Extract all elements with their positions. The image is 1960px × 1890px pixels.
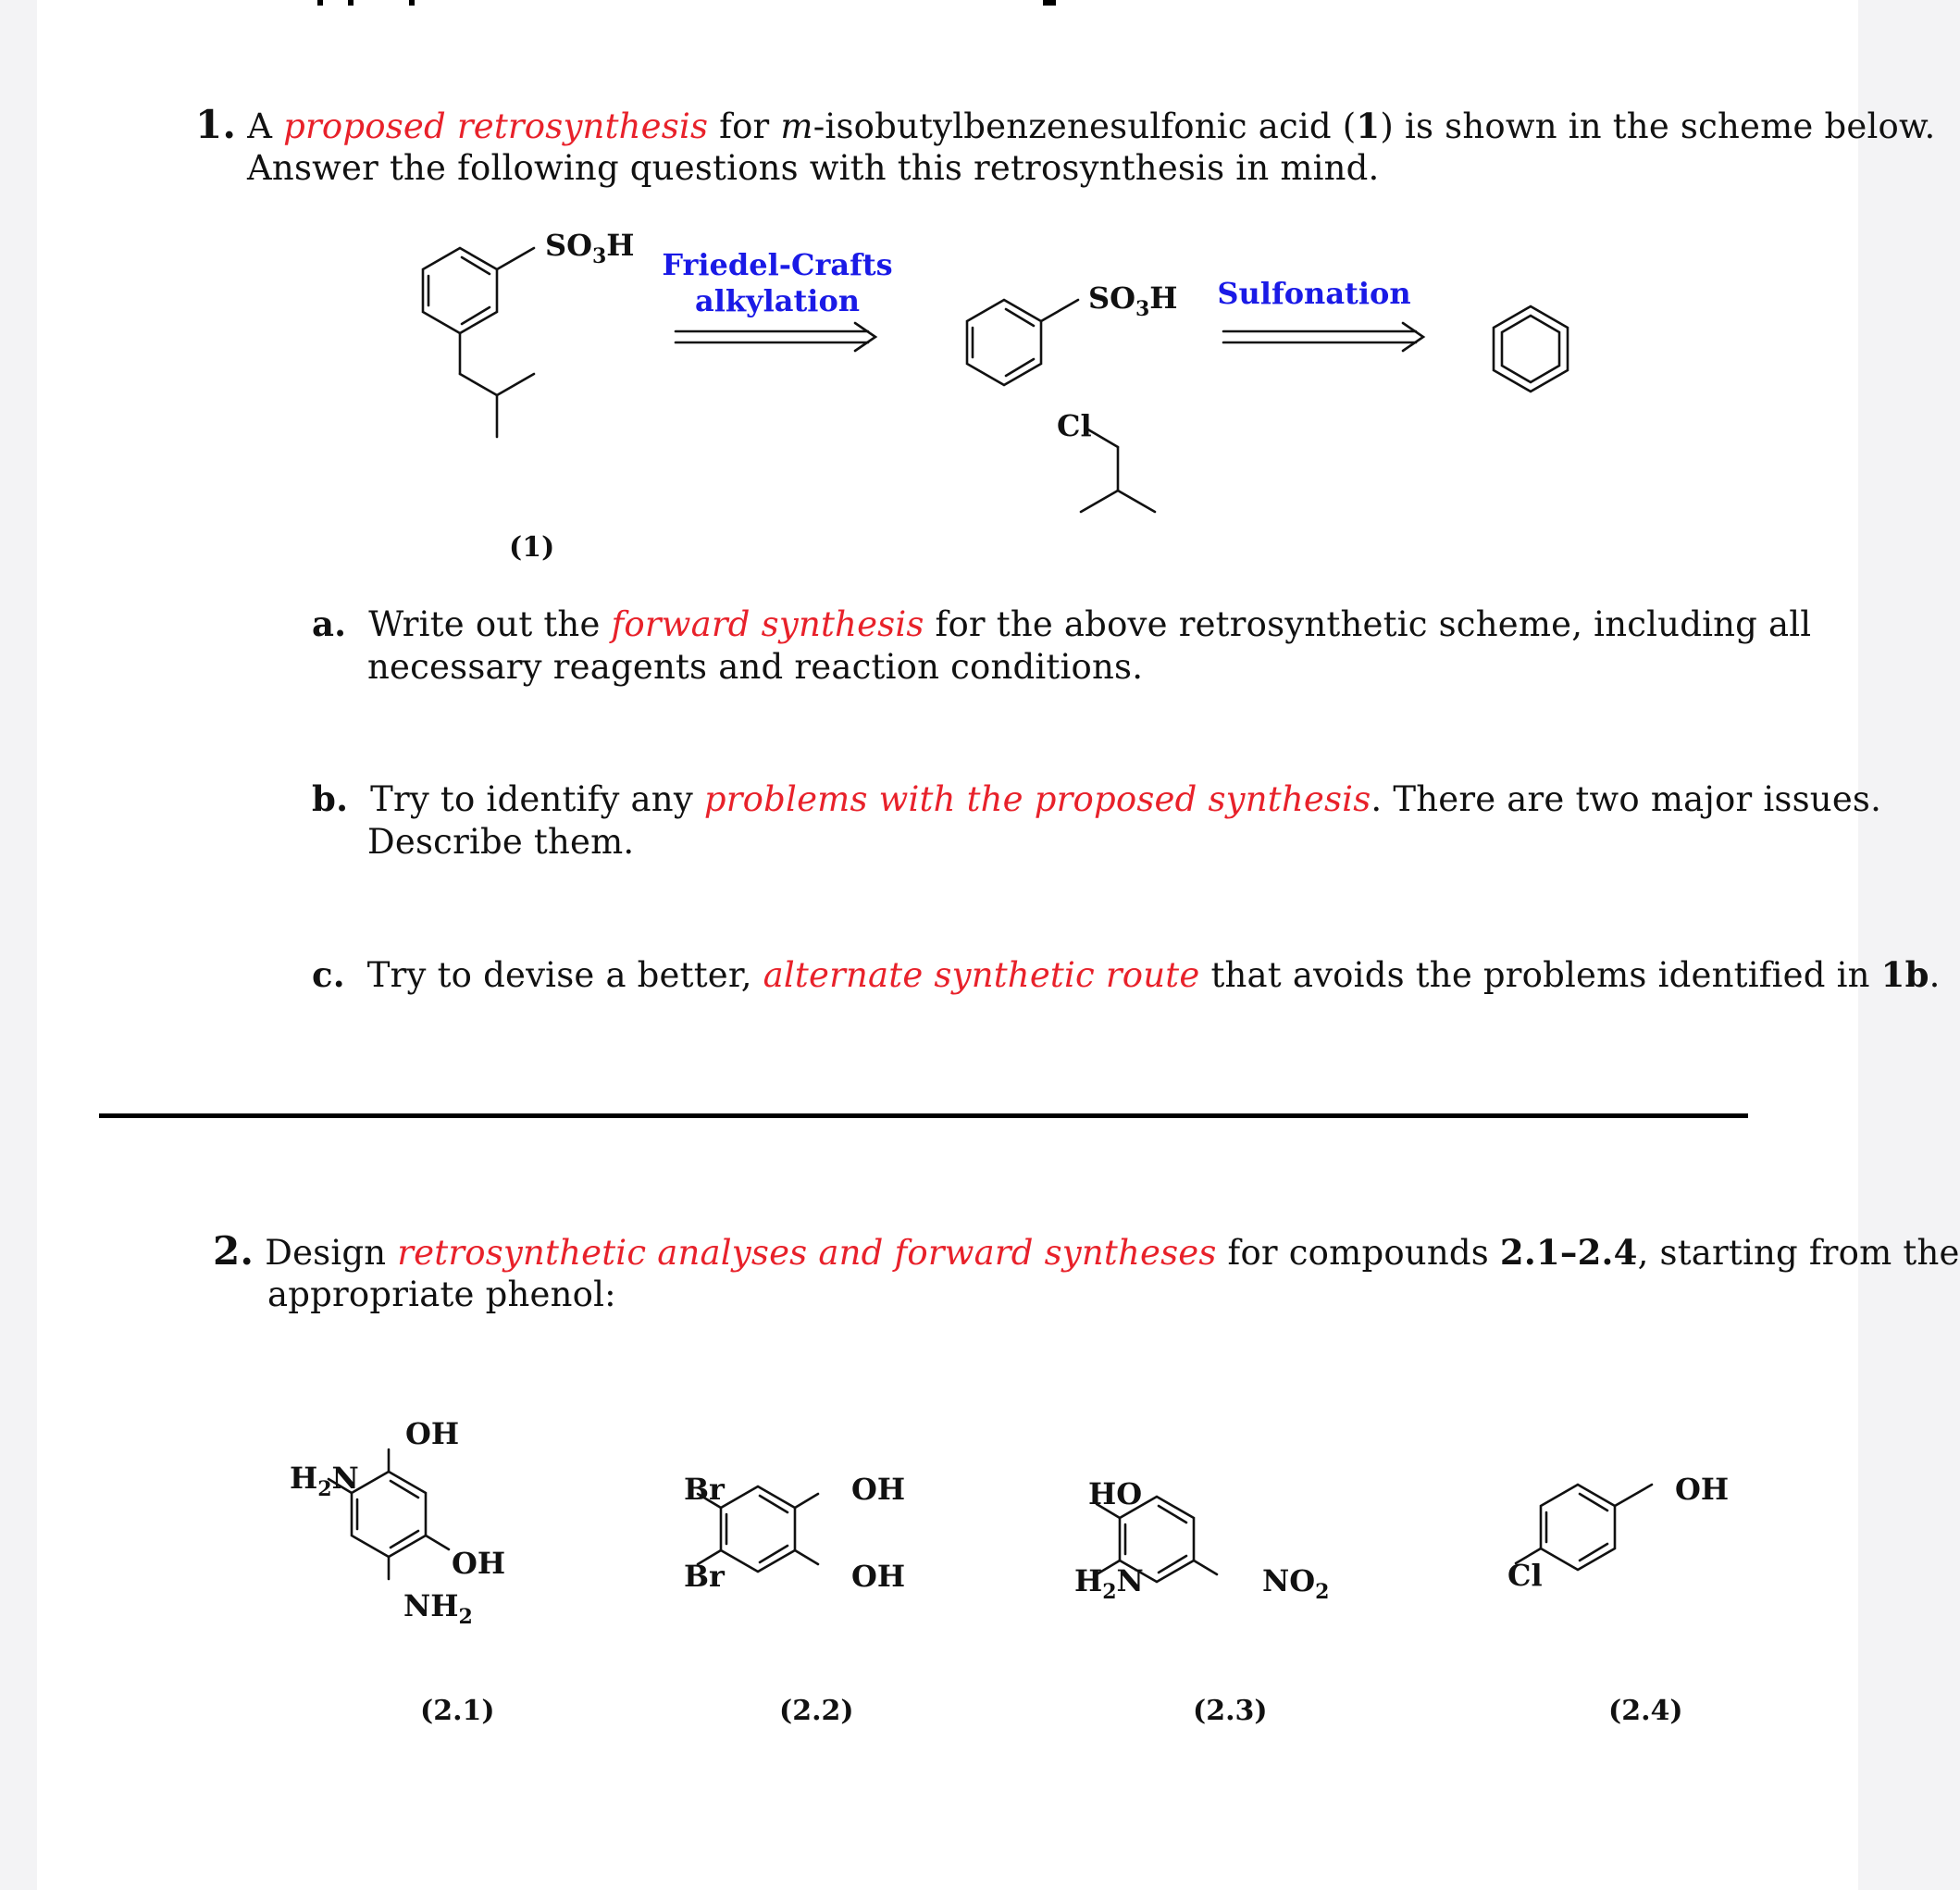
oh-label: OH [851,1472,906,1507]
cl-label: Cl [1507,1558,1543,1593]
ho-label: HO [1088,1476,1143,1511]
compound-2-2-label: (2.2) [779,1695,854,1727]
part-c-letter: c. [312,954,345,995]
part-c-highlight: alternate synthetic route [763,955,1200,995]
oh-label: OH [405,1416,460,1451]
br-label: Br [684,1472,725,1507]
cl-label: Cl [1057,408,1092,443]
retro-arrow-1 [676,323,875,351]
part-b-letter: b. [312,778,349,819]
isobutyl-chloride-structure [1081,429,1155,512]
oh-label: OH [452,1546,506,1581]
q1-part-b-line1: b. Try to identify any problems with the proposed synthesis. There are two major issues. [312,778,1882,819]
q2-intro-line1: 2. Design retrosynthetic analyses and forward syntheses for compounds 2.1–2.4, starting from the [213,1228,1960,1274]
q2-number: 2. [213,1228,254,1274]
compound-2-1-label: (2.1) [420,1695,495,1727]
q2-intro-line2: appropriate phenol: [267,1275,616,1314]
oh-label: OH [1675,1472,1730,1507]
structures-canvas [37,0,1858,1890]
benzenesulfonic-acid-structure [967,300,1078,385]
oh-label: OH [851,1559,906,1594]
q1-number: 1. [195,102,237,147]
q1-part-a-line2: necessary reagents and reaction conditions. [367,647,1144,687]
part-b-highlight: problems with the proposed synthesis [703,779,1371,819]
so3h-label: $SO_3H$ [1088,280,1178,321]
arrow2-label: Sulfonation [1217,276,1411,311]
part-a-letter: a. [312,603,347,644]
br-label: Br [684,1559,725,1594]
q1-intro-line1: 1. A proposed retrosynthesis for m-isobutylbenzenesulfonic acid (1) is shown in the scheme below. [195,102,1936,147]
compound-1-structure [423,248,534,437]
q1-highlight: proposed retrosynthesis [283,106,709,146]
h2n-label: $H_2N$ [1074,1563,1144,1604]
nh2-label: $NH_2$ [403,1588,473,1629]
q1-intro-line2: Answer the following questions with this retrosynthesis in mind. [247,148,1380,188]
h2n-label: $H_2N$ [290,1461,359,1501]
q1-part-c-line1: c. Try to devise a better, alternate synthetic route that avoids the problems identified in 1b. [312,954,1941,995]
q1-part-b-line2: Describe them. [367,822,635,862]
no2-label: $NO_2$ [1262,1563,1330,1604]
retro-arrow-2 [1223,323,1423,351]
q2-highlight: retrosynthetic analyses and forward syntheses [397,1233,1217,1273]
worksheet-page [37,0,1960,1890]
arrow1-label-line1: Friedel-Crafts [662,247,893,282]
benzene-structure [1494,306,1568,392]
arrow1-label-line2: alkylation [694,283,861,318]
so3h-label: $SO_3H$ [545,228,635,268]
part-a-highlight: forward synthesis [611,604,924,644]
compound-2-4-label: (2.4) [1608,1695,1683,1727]
compound-2-3-label: (2.3) [1193,1695,1268,1727]
q1-part-a-line1: a. Write out the forward synthesis for the above retrosynthetic scheme, including all [312,603,1812,644]
compound-1-label: (1) [509,531,555,564]
